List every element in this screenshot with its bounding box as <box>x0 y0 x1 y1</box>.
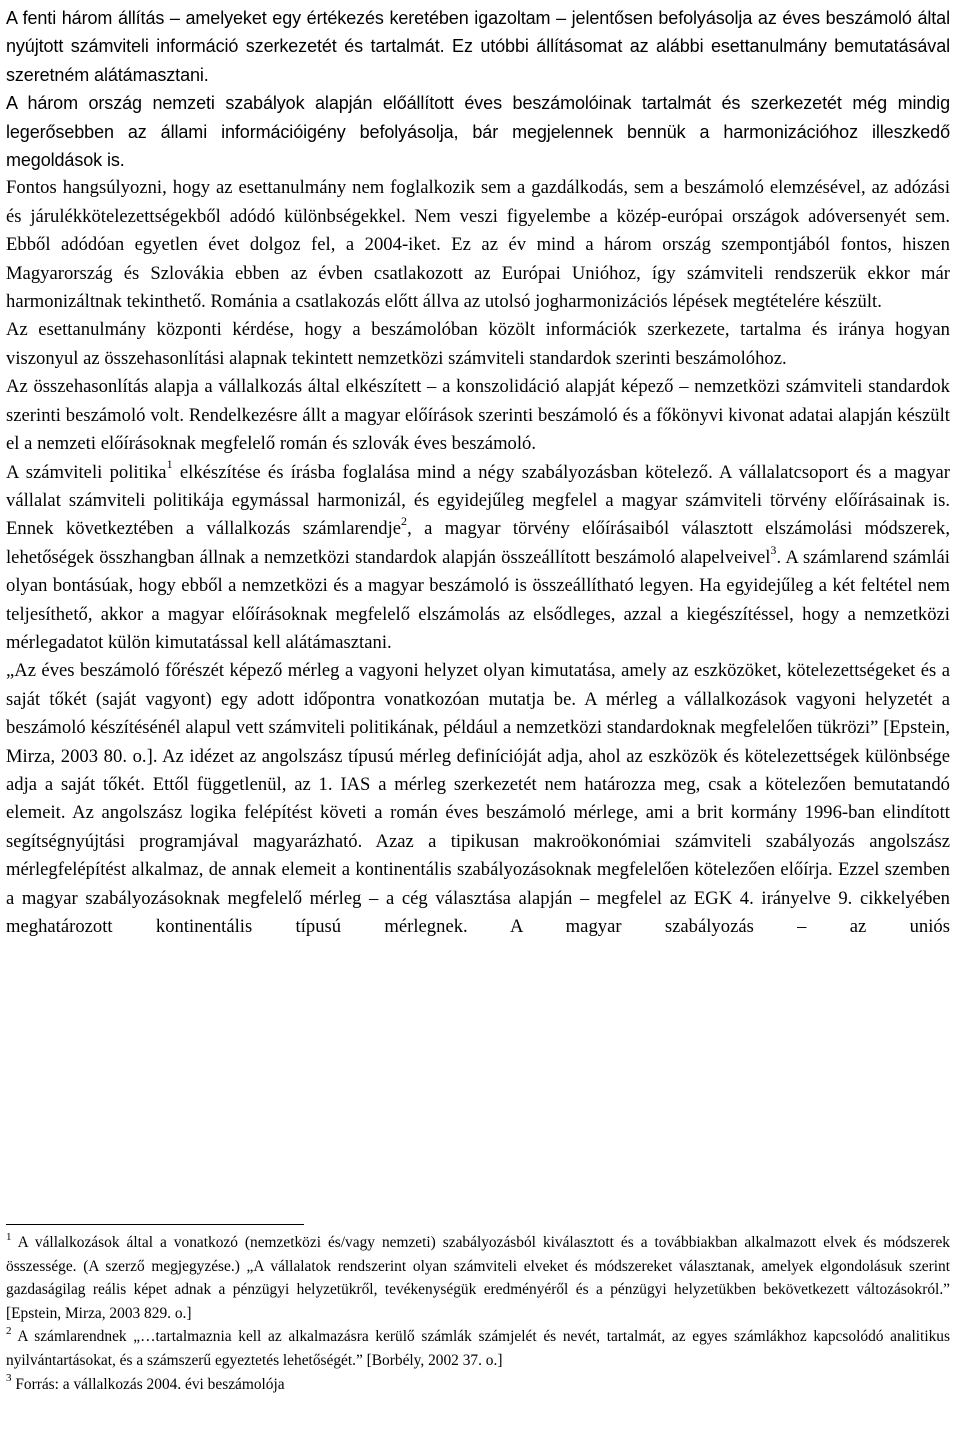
paragraph-central-question: Az esettanulmány központi kérdése, hogy a beszámolóban közölt információk szerkezete, tartalma és iránya hogyan viszonyul az összehasonlítási alapnak tekintett nemzetközi számviteli standardok szerinti beszámolóhoz. <box>6 319 950 369</box>
footnote-text-3: Forrás: a vállalkozás 2004. évi beszámolója <box>11 1375 285 1393</box>
paragraph-accounting-policy-part3: , a magyar törvény előírásaiból választott elszámolási módszerek, lehetőségek összhangban állnak a nemzetközi standardok alapján összeállított beszámoló alapelveivel <box>6 518 950 568</box>
paragraph-accounting-policy-part2: elkészítése és írásba foglalása mind a négy szabályozásban kötelező. A vállalatcsoport és a magyar vállalat számviteli politikája egymással harmonizál, és egyidejűleg megfelel a magyar számviteli törvény előírásainak is. Ennek következtében a vállalkozás számlarendje <box>6 461 950 540</box>
paragraph-accounting-policy-part1: A számviteli politika <box>6 461 167 483</box>
footnotes <box>6 1231 950 1396</box>
footnote-2 <box>6 1325 950 1372</box>
footnote-1 <box>6 1231 950 1325</box>
footnote-text-1: A vállalkozások által a vonatkozó (nemzetközi és/vagy nemzeti) szabályozásból kiválasztott és a továbbiakban alkalmazott elvek és módszerek összessége. (A szerző megjegyzése.) „A vállalatok rendszerint olyan számviteli elveket és módszereket választanak, amelyek elgondolásuk szerint gazdaságilag reális képet adnak a pénzügyi helyzetükről, tevékenységük eredményéről és a pénzügyi helyzetükben bekövetkezett változásokról.” [Epstein, Mirza, 2003 829. o.] <box>6 1234 950 1322</box>
footnote-mark-1: 1 <box>6 1230 12 1243</box>
paragraph-national-rules: A három ország nemzeti szabályok alapján előállított éves beszámolóinak tartalmát és szerkezetét még mindig legerősebben az állami információigény befolyásolja, bár megjelennek bennük a harmonizációhoz illeszkedő megoldások is. <box>6 93 950 171</box>
footnote-ref-3: 3 <box>770 542 777 557</box>
footnote-mark-2: 2 <box>6 1325 12 1338</box>
footnote-mark-3: 3 <box>6 1372 12 1385</box>
footnote-separator <box>6 1224 304 1225</box>
paragraph-accounting-policy <box>6 459 950 658</box>
footnote-3 <box>6 1373 950 1397</box>
footnote-text-2: A számlarendnek „…tartalmaznia kell az alkalmazásra kerülő számlák számjelét és nevét, tartalmát, az egyes számlákhoz kapcsolódó analitikus nyilvántartásokat, és a számszerű egyeztetés lehetőségét.” [Borbély, 2002 37. o.] <box>6 1328 950 1369</box>
paragraph-accounting-policy-part4: . A számlarend számlái olyan bontásúak, hogy ebből a nemzetközi és a magyar beszámoló is összeállítható legyen. Ha egyidejűleg a két feltétel nem teljesíthető, akkor a magyar előírásoknak megfelelő elszámolás az elsődleges, azzal a kiegészítéssel, hogy a nemzetközi mérlegadatot külön kimutatással kell alátámasztani. <box>6 546 950 653</box>
paragraph-scope: Fontos hangsúlyozni, hogy az esettanulmány nem foglalkozik sem a gazdálkodás, sem a beszámoló elemzésével, az adózási és járulékkötelezettségekből adódó különbségekkel. Nem veszi figyelembe a közép-európai országok adóversenyét sem. Ebből adódóan egyetlen évet dolgoz fel, a 2004-iket. Ez az év mind a három ország szempontjából fontos, hiszen Magyarország és Szlovákia ebben az évben csatlakozott az Európai Unióhoz, így számviteli rendszerük ekkor már harmonizáltnak tekinthető. Románia a csatlakozás előtt állva az utolsó jogharmonizációs lépések megtételére készült. <box>6 177 950 313</box>
paragraph-comparison-basis: Az összehasonlítás alapja a vállalkozás által elkészített – a konszolidáció alapját képező – nemzetközi számviteli standardok szerinti beszámoló volt. Rendelkezésre állt a magyar előírások szerinti beszámoló és a főkönyvi kivonat adatai alapján készült el a nemzeti előírásoknak megfelelő román és szlovák éves beszámoló. <box>6 376 950 455</box>
paragraph-intro: A fenti három állítás – amelyeket egy értékezés keretében igazoltam – jelentősen befolyásolja az éves beszámoló által nyújtott számviteli információ szerkezetét és tartalmát. Ez utóbbi állításomat az alábbi esettanulmány bemutatásával szeretném alátámasztani. <box>6 8 950 85</box>
footnote-ref-2: 2 <box>401 514 408 529</box>
footnote-ref-1: 1 <box>166 457 173 472</box>
paragraph-balance-sheet: „Az éves beszámoló főrészét képező mérleg a vagyoni helyzet olyan kimutatása, amely az eszközöket, kötelezettségeket és a saját tőkét (saját vagyont) egy adott időpontra vonatkozóan mutatja be. A mérleg a vállalkozások vagyoni helyzetét a beszámoló készítésénél alapul vett számviteli politikának, például a nemzetközi standardoknak megfelelően tükrözi” [Epstein, Mirza, 2003 80. o.]. Az idézet az angolszász típusú mérleg definícióját adja, ahol az eszközök és kötelezettségek különbsége adja a saját tőkét. Ettől függetlenül, az 1. IAS a mérleg szerkezetét nem határozza meg, csak a kötelezően bemutatandó elemeit. Az angolszász logika felépítést követi a román éves beszámoló mérlege, ami a brit kormány 1996-ban elindított segítségnyújtási programjával magyarázható. Azaz a tipikusan makroökonómiai számviteli szabályozás angolszász mérlegfelépítést alkalmaz, de annak elemeit a kontinentális szabályozásoknak megfelelően kötelezően előírja. Ezzel szemben a magyar szabályozásoknak megfelelő mérleg – a cég választása alapján – megfelel az EGK 4. irányelve 9. cikkelyében meghatározott kontinentális típusú mérlegnek. A magyar szabályozás – az uniós <box>6 660 950 937</box>
document-body <box>6 4 950 941</box>
